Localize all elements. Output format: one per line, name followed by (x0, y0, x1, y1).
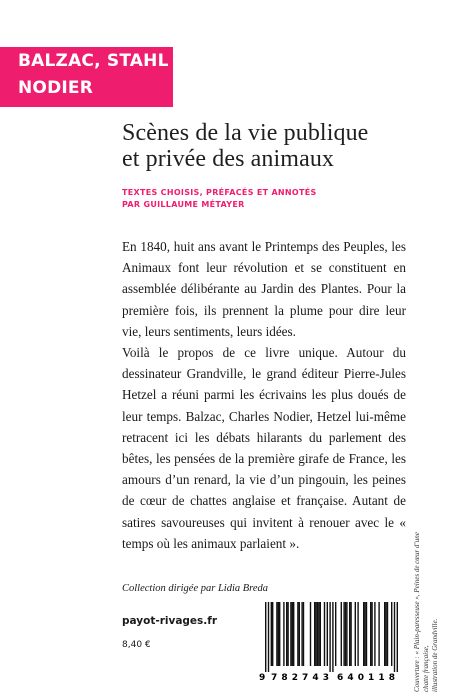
barcode-bar (371, 602, 372, 666)
barcode-bar (278, 602, 279, 666)
barcode-bar (310, 602, 311, 666)
barcode-bar (384, 602, 385, 666)
barcode-bar (335, 602, 336, 666)
barcode-bar (327, 602, 328, 666)
author-banner (0, 47, 173, 107)
barcode-bar (329, 602, 330, 672)
author-line-1: BALZAC, STAHL (18, 51, 169, 71)
barcode-bar (286, 602, 287, 666)
barcode-bar (287, 602, 288, 666)
cover-illustration-credit (413, 517, 440, 692)
barcode-bar (343, 602, 344, 666)
barcode-bar (268, 602, 269, 672)
book-title-line-2: et privée des animaux (122, 146, 335, 172)
publisher-website: payot-rivages.fr (122, 615, 218, 627)
barcode-bar (378, 602, 379, 666)
barcode-bar (350, 602, 351, 666)
barcode-bar (315, 602, 316, 666)
barcode-first-digit: 9 (259, 673, 266, 683)
collection-credit: Collection dirigée par Lidia Breda (122, 583, 269, 594)
barcode-bar (276, 602, 277, 666)
barcode-bar (363, 602, 364, 666)
barcode-bar (297, 602, 298, 666)
barcode-bar (303, 602, 304, 666)
blurb-paragraph-2: Voilà le propos de ce livre unique. Autour du dessinateur Grandville, le grand éditeur Pierre-Jules Hetzel a réuni parmi les écrivains les plus doués de leur temps. Balzac, Charles Nodier, Hetzel lui-même retracent ici les débats hilarants du parlement des bêtes, les pensées de la première girafe de France, les amours d’un renard, la vie d’un pingouin, les peines de cœur de chattes anglaise et française. Autant de satires savoureuses qui invitent à renouer avec le « temps où les animaux parlaient ». (122, 345, 406, 551)
barcode-bar (387, 602, 388, 666)
barcode-bar (341, 602, 342, 666)
blurb-paragraph-1: En 1840, huit ans avant le Printemps des Peuples, les Animaux font leur révolution et se constituent en assemblée délibérante au Jardin des Plantes. Pour la première fois, ils prennent la plume pour dire leur vie, leurs sentiments, leurs idées. (122, 239, 406, 339)
barcode-bar (271, 602, 272, 666)
barcode-bar (346, 602, 347, 666)
barcode-bar (324, 602, 325, 666)
barcode-bar (292, 602, 293, 666)
barcode-bar (391, 602, 392, 666)
barcode-bar (283, 602, 284, 666)
barcode-bar (385, 602, 386, 666)
editor-credit-line-1: TEXTES CHOISIS, PRÉFACÉS ET ANNOTÉS (122, 188, 317, 197)
barcode-bar (293, 602, 294, 666)
barcode-bar (364, 602, 365, 666)
blurb (122, 236, 406, 554)
barcode-bar (332, 602, 333, 672)
barcode-bar (265, 602, 266, 672)
barcode-bar (320, 602, 321, 666)
barcode-bar (299, 602, 300, 666)
barcode-bar (355, 602, 356, 666)
barcode-bar (370, 602, 371, 666)
barcode-bar (290, 602, 291, 666)
book-title-line-1: Scènes de la vie publique (122, 120, 369, 146)
barcode-bar (394, 602, 395, 672)
barcode-group-1: 782743 (271, 673, 329, 683)
barcode-bar (301, 602, 302, 666)
price: 8,40 € (122, 640, 151, 650)
barcode-bar (317, 602, 318, 666)
barcode-bar (349, 602, 350, 666)
editor-credit-line-2: PAR GUILLAUME MÉTAYER (122, 200, 245, 209)
barcode-bar (345, 602, 346, 666)
author-line-2: NODIER (18, 78, 94, 98)
barcode-bar (314, 602, 315, 666)
barcode-bar (279, 602, 280, 666)
barcode-bar (272, 602, 273, 666)
credit-line-2: illustration de Grandville. (431, 618, 439, 692)
barcode-bar (318, 602, 319, 666)
barcode-bar (357, 602, 358, 666)
barcode-bar (374, 602, 375, 666)
barcode-group-2: 640118 (337, 673, 395, 683)
credit-line-1: Couverture : « Plain-paresseuse », Peines de cœur d’une chatte française, (413, 532, 430, 692)
barcode-bar (366, 602, 367, 666)
barcode-bar (397, 602, 398, 672)
isbn-barcode (257, 600, 402, 684)
